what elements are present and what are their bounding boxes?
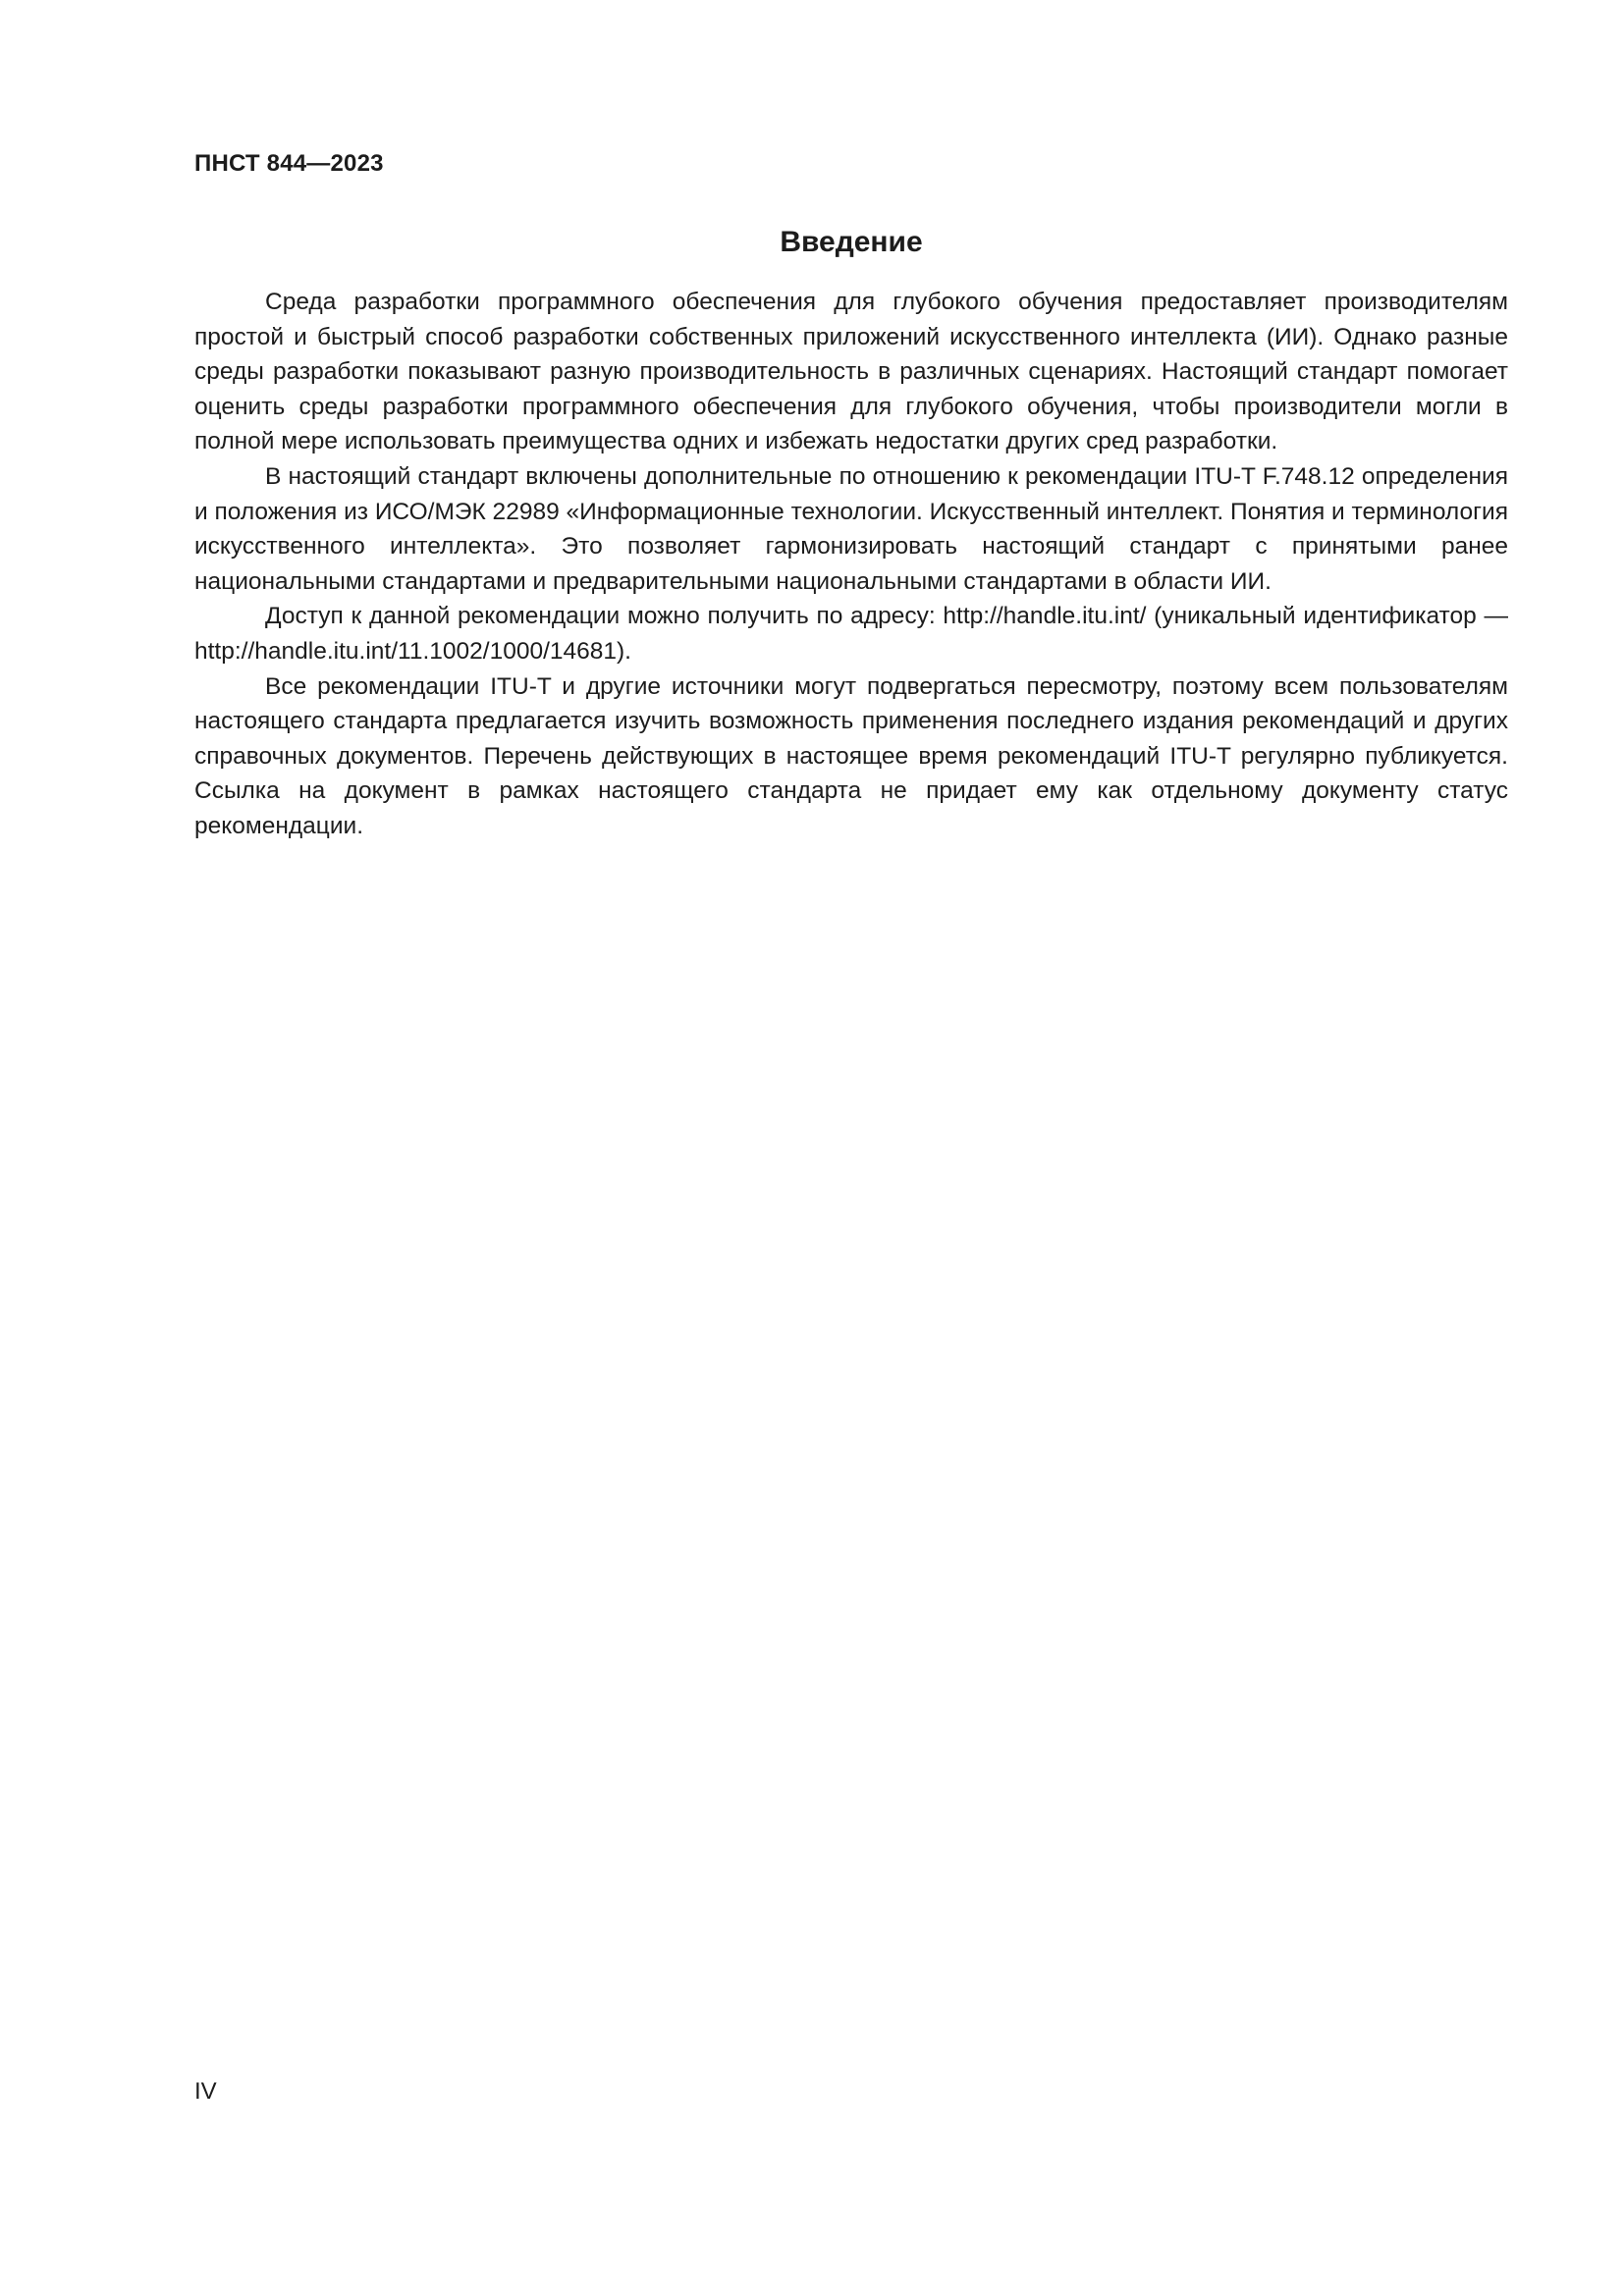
section-body bbox=[194, 285, 1508, 844]
paragraph: Среда разработки программного обеспечения для глубокого обучения предоставляет производителям простой и быстрый способ разработки собственных приложений искусственного интеллекта (ИИ). Однако разные среды разработки показывают разную производительность в различных сценариях. Настоящий стандарт помогает оценить среды разработки программного обеспечения для глубокого обучения, чтобы производители могли в полной мере использовать преимущества одних и избежать недостатки других сред разработки. bbox=[194, 289, 1508, 455]
section-title: Введение bbox=[780, 226, 923, 258]
page-number: IV bbox=[194, 2078, 217, 2105]
paragraph: Все рекомендации ITU-T и другие источники могут подвергаться пересмотру, поэтому всем пользователям настоящего стандарта предлагается изучить возможность применения последнего издания рекомендаций и других справочных документов. Перечень действующих в настоящее время рекомендаций ITU-T регулярно публикуется. Ссылка на документ в рамках настоящего стандарта не придает ему как отдельному документу статус рекомендации. bbox=[194, 672, 1508, 839]
document-code: ПНСТ 844—2023 bbox=[194, 150, 384, 177]
paragraph: В настоящий стандарт включены дополнительные по отношению к рекомендации ITU-T F.748.12 определения и положения из ИСО/МЭК 22989 «Информационные технологии. Искусственный интеллект. Понятия и терминология искусственного интеллекта». Это позволяет гармонизировать настоящий стандарт с принятыми ранее национальными стандартами и предварительными национальными стандартами в области ИИ. bbox=[194, 462, 1508, 595]
paragraph: Доступ к данной рекомендации можно получить по адресу: http://handle.itu.int/ (уникальный идентификатор — http://handle.itu.int/11.1002/1000/14681). bbox=[194, 603, 1508, 665]
